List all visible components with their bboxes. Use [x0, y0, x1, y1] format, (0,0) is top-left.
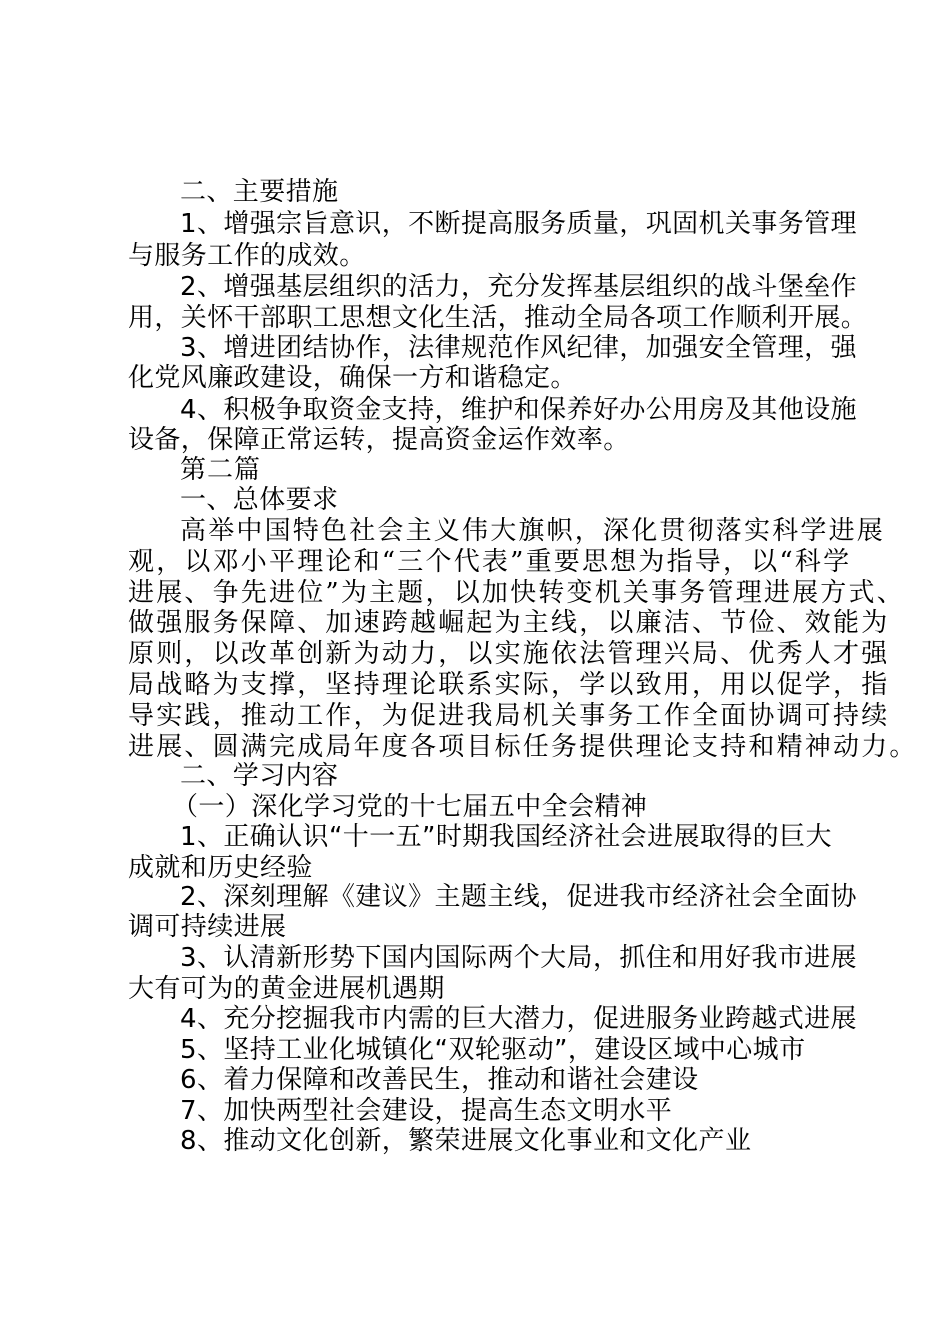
study-item-1-line-2: 成就和历史经验 — [128, 853, 313, 883]
study-item-2-line-1: 2、深刻理解《建议》主题主线，促进我市经济社会全面协 — [180, 882, 857, 912]
section-heading-study-content: 二、学习内容 — [180, 761, 339, 791]
study-item-3-line-2: 大有可为的黄金进展机遇期 — [128, 974, 445, 1004]
section-heading-main-measures: 二、主要措施 — [180, 177, 339, 207]
study-item-4: 4、充分挖掘我市内需的巨大潜力，促进服务业跨越式进展 — [180, 1004, 857, 1034]
study-item-3-line-1: 3、认清新形势下国内国际两个大局，抓住和用好我市进展 — [180, 943, 857, 973]
paragraph-line-1: 高举中国特色社会主义伟大旗帜，深化贯彻落实科学进展 — [180, 516, 886, 546]
section-heading-general-requirements: 一、总体要求 — [180, 485, 339, 515]
study-item-5: 5、坚持工业化城镇化“双轮驱动”，建设区域中心城市 — [180, 1035, 806, 1065]
study-item-1-line-1: 1、正确认识“十一五”时期我国经济社会进展取得的巨大 — [180, 822, 832, 852]
measure-item-4-line-2: 设备，保障正常运转，提高资金运作效率。 — [128, 425, 630, 455]
measure-item-3-line-1: 3、增进团结协作，法律规范作风纪律，加强安全管理，强 — [180, 333, 857, 363]
measure-item-4-line-1: 4、积极争取资金支持，维护和保养好办公用房及其他设施 — [180, 395, 857, 425]
study-item-2-line-2: 调可持续进展 — [128, 912, 287, 942]
part-title: 第二篇 — [180, 455, 262, 485]
measure-item-2-line-2: 用，关怀干部职工思想文化生活，推动全局各项工作顺利开展。 — [128, 303, 868, 333]
study-item-6: 6、着力保障和改善民生，推动和谐社会建设 — [180, 1065, 699, 1095]
measure-item-1-line-2: 与服务工作的成效。 — [128, 241, 366, 271]
paragraph-line-8: 进展、圆满完成局年度各项目标任务提供理论支持和精神动力。 — [128, 732, 918, 762]
study-item-7: 7、加快两型社会建设，提高生态文明水平 — [180, 1096, 673, 1126]
paragraph-line-5: 原则，以改革创新为动力，以实施依法管理兴局、优秀人才强 — [128, 639, 890, 669]
paragraph-line-4: 做强服务保障、加速跨越崛起为主线，以廉洁、节俭、效能为 — [128, 608, 890, 638]
study-item-8: 8、推动文化创新，繁荣进展文化事业和文化产业 — [180, 1126, 752, 1156]
paragraph-line-7: 导实践，推动工作，为促进我局机关事务工作全面协调可持续 — [128, 701, 890, 731]
measure-item-3-line-2: 化党风廉政建设，确保一方和谐稳定。 — [128, 363, 577, 393]
subsection-heading: （一）深化学习党的十七届五中全会精神 — [172, 792, 648, 822]
measure-item-2-line-1: 2、增强基层组织的活力，充分发挥基层组织的战斗堡垒作 — [180, 272, 857, 302]
paragraph-line-2: 观，以邓小平理论和“三个代表”重要思想为指导，以“科学 — [128, 547, 852, 577]
paragraph-line-3: 进展、争先进位”为主题，以加快转变机关事务管理进展方式、 — [128, 578, 905, 608]
measure-item-1-line-1: 1、增强宗旨意识，不断提高服务质量，巩固机关事务管理 — [180, 209, 857, 239]
paragraph-line-6: 局战略为支撑，坚持理论联系实际，学以致用，用以促学，指 — [128, 670, 890, 700]
